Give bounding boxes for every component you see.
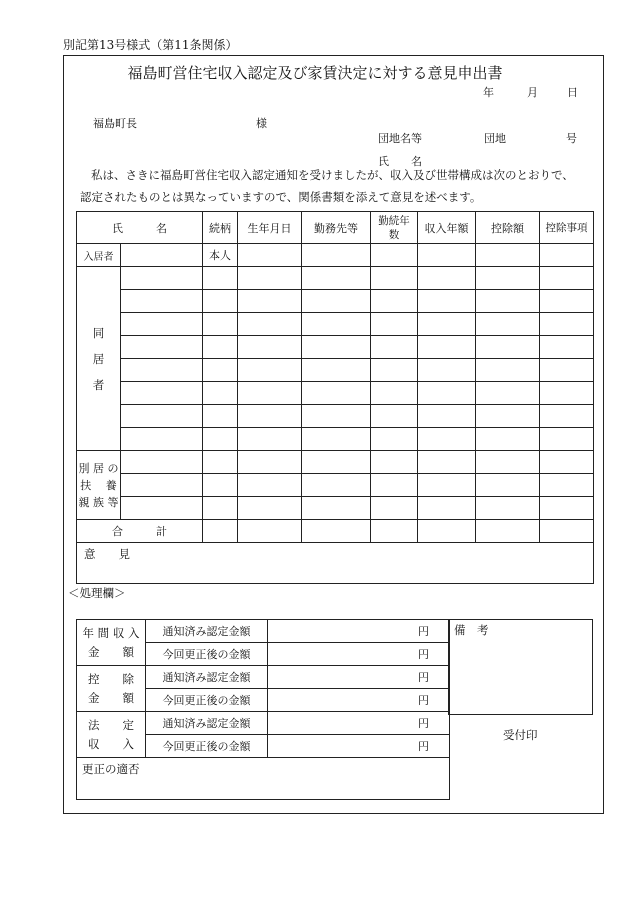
legal-income-label (77, 712, 146, 758)
annual-income-line-2: 金 額 (88, 644, 134, 659)
header-annual-income: 収入年額 (418, 212, 476, 244)
table-cell[interactable] (121, 382, 203, 405)
tenant-years-cell[interactable] (371, 244, 418, 267)
table-cell[interactable] (540, 267, 594, 290)
opinion-field[interactable] (77, 543, 594, 584)
table-cell[interactable] (121, 336, 203, 359)
table-cell[interactable] (476, 267, 540, 290)
table-cell[interactable] (476, 382, 540, 405)
complex-name-label: 団地名等 (378, 132, 422, 145)
dependents-label (77, 451, 121, 520)
table-cell[interactable] (302, 405, 371, 428)
table-cell[interactable] (371, 497, 418, 520)
table-row (77, 497, 594, 520)
tenant-items-cell[interactable] (540, 244, 594, 267)
table-cell[interactable] (476, 474, 540, 497)
remarks-box[interactable] (448, 619, 593, 715)
table-cell[interactable] (121, 290, 203, 313)
table-cell[interactable] (540, 405, 594, 428)
tenant-birth-cell[interactable] (238, 244, 302, 267)
table-cell[interactable] (540, 474, 594, 497)
table-cell[interactable] (203, 428, 238, 451)
household-table (76, 211, 594, 584)
date-month-label: 月 (527, 86, 538, 99)
table-cell[interactable] (203, 313, 238, 336)
income-notified-amount[interactable]: 円 (268, 620, 450, 643)
deduction-notified-amount[interactable]: 円 (268, 666, 450, 689)
total-label: 合 計 (77, 520, 203, 543)
statement-line-2: 認定されたものとは異なっていますので、関係書類を添えて意見を述べます。 (80, 190, 482, 204)
addressee-honorific: 様 (256, 117, 267, 130)
tenant-deduction-cell[interactable] (476, 244, 540, 267)
table-cell[interactable] (371, 428, 418, 451)
annual-income-line-1: 年 間 収 入 (82, 625, 140, 640)
deduction-revised-amount[interactable]: 円 (268, 689, 450, 712)
page-title: 福島町営住宅収入認定及び家賃決定に対する意見申出書 (127, 64, 503, 82)
revision-result-label: 更正の適否 (82, 762, 140, 776)
table-cell[interactable] (476, 336, 540, 359)
table-cell[interactable] (418, 336, 476, 359)
table-cell[interactable] (371, 290, 418, 313)
addressee-name: 福島町長 (93, 117, 137, 130)
table-cell[interactable] (203, 359, 238, 382)
legal-notified-amount[interactable]: 円 (268, 712, 450, 735)
legal-revised-amount[interactable]: 円 (268, 735, 450, 758)
table-cell[interactable] (371, 382, 418, 405)
table-cell[interactable] (418, 267, 476, 290)
header-deduction: 控除額 (476, 212, 540, 244)
table-cell[interactable] (418, 313, 476, 336)
table-cell[interactable] (121, 474, 203, 497)
table-cell[interactable] (418, 497, 476, 520)
table-cell[interactable] (476, 520, 540, 543)
table-cell[interactable] (540, 382, 594, 405)
table-cell[interactable] (238, 451, 302, 474)
table-cell[interactable] (238, 267, 302, 290)
table-cell[interactable] (203, 497, 238, 520)
table-cell[interactable] (238, 336, 302, 359)
table-cell[interactable] (238, 359, 302, 382)
table-cell[interactable] (238, 474, 302, 497)
table-cell[interactable] (476, 359, 540, 382)
table-row (77, 313, 594, 336)
dependents-line-2: 扶 養 (80, 478, 117, 492)
table-cell[interactable] (302, 313, 371, 336)
table-cell[interactable] (121, 405, 203, 428)
table-cell[interactable] (476, 313, 540, 336)
header-birthdate: 生年月日 (238, 212, 302, 244)
table-cell[interactable] (371, 520, 418, 543)
deduction-notified-label: 通知済み認定金額 (146, 666, 268, 689)
dependents-line-1: 別 居 の (78, 461, 119, 475)
income-notified-label: 通知済み認定金額 (146, 620, 268, 643)
table-cell[interactable] (203, 405, 238, 428)
table-cell[interactable] (418, 290, 476, 313)
table-cell[interactable] (540, 428, 594, 451)
income-revised-amount[interactable]: 円 (268, 643, 450, 666)
cohabitant-label (77, 267, 121, 451)
table-cell[interactable] (121, 428, 203, 451)
dependents-line-3: 親 族 等 (78, 495, 119, 509)
cohabitant-char-1: 同 (92, 325, 105, 340)
table-cell[interactable] (418, 451, 476, 474)
table-cell[interactable] (476, 405, 540, 428)
legal-income-line-2: 収 入 (88, 736, 134, 751)
revision-result-field[interactable] (77, 758, 450, 800)
statement-line-1: 私は、さきに福島町営住宅収入認定通知を受けましたが、収入及び世帯構成は次のとおりで、 (91, 168, 574, 182)
table-cell[interactable] (238, 497, 302, 520)
table-cell[interactable] (302, 290, 371, 313)
table-row (77, 474, 594, 497)
table-row (77, 336, 594, 359)
header-years-employed (371, 212, 418, 244)
table-row (77, 428, 594, 451)
table-cell[interactable] (540, 313, 594, 336)
form-reference: 別記第13号様式（第11条関係） (63, 38, 238, 52)
income-revised-label: 今回更正後の金額 (146, 643, 268, 666)
table-cell[interactable] (371, 313, 418, 336)
legal-revised-label: 今回更正後の金額 (146, 735, 268, 758)
table-cell[interactable] (203, 267, 238, 290)
tenant-relation: 本人 (203, 244, 238, 267)
table-cell[interactable] (238, 382, 302, 405)
table-cell[interactable] (371, 359, 418, 382)
table-cell[interactable] (203, 451, 238, 474)
table-cell[interactable] (238, 313, 302, 336)
cohabitant-char-2: 居 (92, 351, 105, 366)
table-cell[interactable] (238, 290, 302, 313)
table-cell[interactable] (121, 497, 203, 520)
table-cell[interactable] (238, 405, 302, 428)
table-cell[interactable] (540, 290, 594, 313)
deduction-amount-label (77, 666, 146, 712)
legal-notified-label: 通知済み認定金額 (146, 712, 268, 735)
header-relation: 続柄 (203, 212, 238, 244)
table-cell[interactable] (203, 382, 238, 405)
table-cell[interactable] (203, 290, 238, 313)
table-cell[interactable] (371, 474, 418, 497)
table-cell[interactable] (238, 428, 302, 451)
unit-suffix: 号 (566, 132, 577, 145)
table-cell[interactable] (121, 313, 203, 336)
header-name: 氏 名 (77, 212, 203, 244)
opinion-label: 意 見 (84, 547, 130, 561)
table-cell[interactable] (418, 428, 476, 451)
table-cell[interactable] (476, 290, 540, 313)
table-cell[interactable] (121, 451, 203, 474)
table-cell[interactable] (203, 520, 238, 543)
tenant-name-cell[interactable] (121, 244, 203, 267)
table-cell[interactable] (371, 451, 418, 474)
tenant-label: 入居者 (77, 244, 121, 267)
tenant-work-cell[interactable] (302, 244, 371, 267)
reception-stamp-label: 受付印 (503, 728, 538, 742)
table-cell[interactable] (302, 428, 371, 451)
processing-section-label: ＜処理欄＞ (68, 586, 126, 600)
table-cell[interactable] (203, 474, 238, 497)
table-cell[interactable] (540, 520, 594, 543)
table-cell[interactable] (371, 267, 418, 290)
table-cell[interactable] (418, 520, 476, 543)
table-cell[interactable] (371, 336, 418, 359)
header-deduction-items: 控除事項 (540, 212, 594, 244)
table-cell[interactable] (418, 474, 476, 497)
table-cell[interactable] (302, 497, 371, 520)
table-row (77, 405, 594, 428)
table-cell[interactable] (540, 451, 594, 474)
table-cell[interactable] (540, 497, 594, 520)
table-cell[interactable] (302, 451, 371, 474)
table-cell[interactable] (302, 359, 371, 382)
header-years-line-1: 勤続年 (378, 214, 410, 227)
header-years-line-2: 数 (388, 228, 400, 241)
deduction-revised-label: 今回更正後の金額 (146, 689, 268, 712)
table-row (77, 290, 594, 313)
deduction-line-1: 控 除 (88, 671, 134, 686)
annual-income-label (77, 620, 146, 666)
table-cell[interactable] (302, 520, 371, 543)
table-cell[interactable] (302, 382, 371, 405)
table-row (77, 359, 594, 382)
date-day-label: 日 (567, 86, 578, 99)
table-cell[interactable] (418, 405, 476, 428)
table-cell[interactable] (540, 336, 594, 359)
applicant-name-label: 氏 名 (378, 155, 422, 168)
table-cell[interactable] (418, 359, 476, 382)
table-cell[interactable] (476, 451, 540, 474)
table-cell[interactable] (302, 267, 371, 290)
table-cell[interactable] (418, 382, 476, 405)
table-cell[interactable] (203, 336, 238, 359)
table-cell[interactable] (121, 267, 203, 290)
deduction-line-2: 金 額 (88, 690, 134, 705)
table-row (77, 382, 594, 405)
header-workplace: 勤務先等 (302, 212, 371, 244)
complex-suffix: 団地 (484, 132, 506, 145)
table-cell[interactable] (476, 428, 540, 451)
date-year-label: 年 (483, 86, 494, 99)
table-cell[interactable] (238, 520, 302, 543)
cohabitant-char-3: 者 (92, 377, 105, 392)
table-cell[interactable] (302, 474, 371, 497)
table-cell[interactable] (540, 359, 594, 382)
processing-table (76, 619, 450, 800)
tenant-income-cell[interactable] (418, 244, 476, 267)
table-cell[interactable] (371, 405, 418, 428)
table-cell[interactable] (121, 359, 203, 382)
table-cell[interactable] (302, 336, 371, 359)
table-cell[interactable] (476, 497, 540, 520)
legal-income-line-1: 法 定 (88, 717, 134, 732)
remarks-label: 備 考 (454, 623, 489, 637)
